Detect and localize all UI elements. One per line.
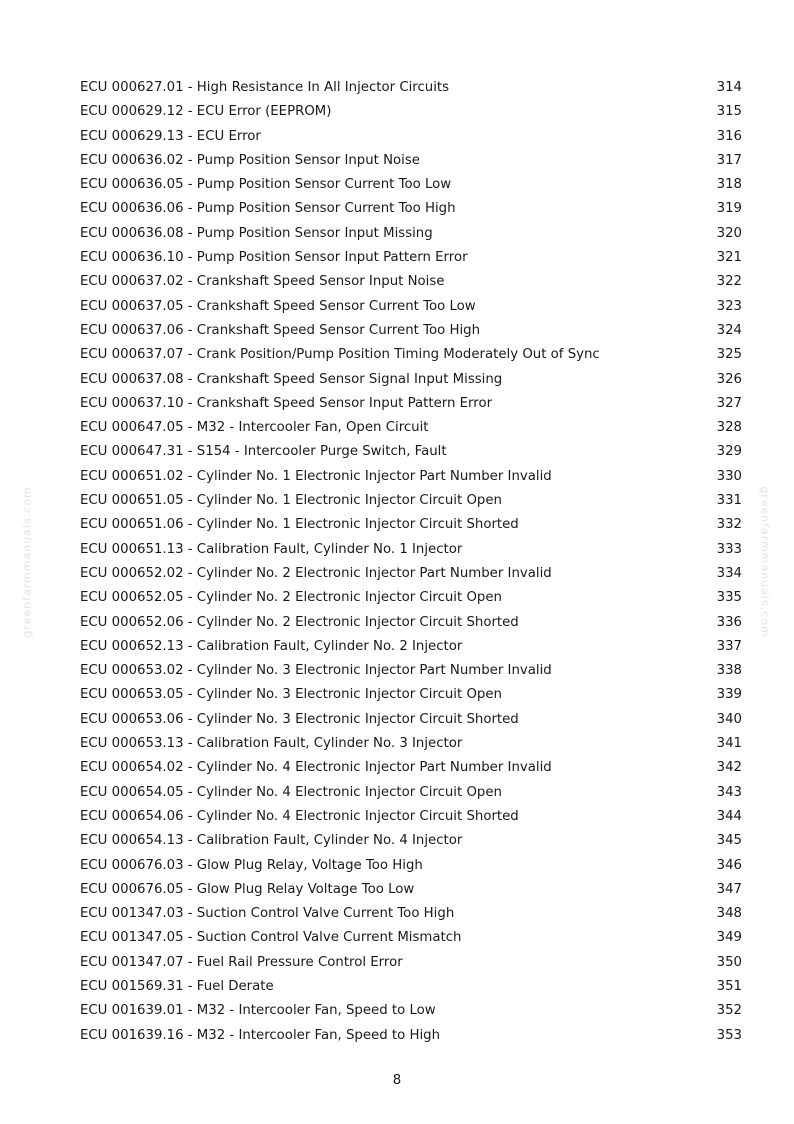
toc-entry[interactable] [80,829,742,853]
toc-entry-title: ECU 001569.31 - Fuel Derate [80,978,274,994]
toc-entry[interactable] [80,465,742,489]
toc-entry[interactable] [80,246,742,270]
toc-entry-title: ECU 000637.02 - Crankshaft Speed Sensor Input Noise [80,274,445,290]
toc-entry-page: 349 [716,930,742,946]
toc-entry[interactable] [80,878,742,902]
toc-entry-title: ECU 000652.02 - Cylinder No. 2 Electronic Injector Part Number Invalid [80,565,552,581]
toc-entry[interactable] [80,683,742,707]
toc-entry[interactable] [80,756,742,780]
toc-entry-title: ECU 000636.02 - Pump Position Sensor Input Noise [80,152,420,168]
toc-entry-title: ECU 000636.06 - Pump Position Sensor Current Too High [80,201,456,217]
toc-entry-page: 319 [716,201,742,217]
toc-entry-title: ECU 000652.13 - Calibration Fault, Cylinder No. 2 Injector [80,638,463,654]
toc-entry-page: 342 [716,760,742,776]
toc-entry[interactable] [80,125,742,149]
toc-entry-page: 331 [716,493,742,509]
toc-entry[interactable] [80,538,742,562]
toc-entry-page: 337 [716,638,742,654]
toc-entry[interactable] [80,902,742,926]
toc-entry-page: 344 [716,808,742,824]
toc-entry-page: 317 [716,152,742,168]
toc-entry-title: ECU 000629.12 - ECU Error (EEPROM) [80,104,332,120]
toc-entry[interactable] [80,319,742,343]
toc-entry[interactable] [80,76,742,100]
watermark-left: greenfarmmanuals.com [20,486,34,638]
toc-entry[interactable] [80,611,742,635]
toc-entry-page: 340 [716,711,742,727]
toc-entry-page: 343 [716,784,742,800]
toc-entry[interactable] [80,999,742,1023]
toc-entry-page: 350 [716,954,742,970]
toc-entry-title: ECU 000652.06 - Cylinder No. 2 Electronic Injector Circuit Shorted [80,614,519,630]
toc-entry-title: ECU 001347.05 - Suction Control Valve Current Mismatch [80,930,462,946]
toc-entry-title: ECU 000651.05 - Cylinder No. 1 Electronic Injector Circuit Open [80,493,502,509]
toc-entry[interactable] [80,440,742,464]
toc-entry-page: 345 [716,833,742,849]
toc-entry-page: 327 [716,395,742,411]
toc-entry[interactable] [80,708,742,732]
toc-entry-title: ECU 000637.07 - Crank Position/Pump Position Timing Moderately Out of Sync [80,347,600,363]
toc-entry[interactable] [80,270,742,294]
table-of-contents [80,76,742,1048]
toc-entry-page: 332 [716,517,742,533]
toc-entry-title: ECU 000676.05 - Glow Plug Relay Voltage Too Low [80,881,415,897]
toc-entry-title: ECU 000676.03 - Glow Plug Relay, Voltage Too High [80,857,423,873]
toc-entry-page: 329 [716,444,742,460]
toc-entry-title: ECU 000654.02 - Cylinder No. 4 Electronic Injector Part Number Invalid [80,760,552,776]
toc-entry-page: 353 [716,1027,742,1043]
toc-entry-page: 321 [716,250,742,266]
toc-entry-page: 351 [716,978,742,994]
toc-entry-page: 338 [716,663,742,679]
toc-entry-page: 325 [716,347,742,363]
toc-entry[interactable] [80,392,742,416]
toc-entry-title: ECU 000636.05 - Pump Position Sensor Current Too Low [80,177,452,193]
toc-entry-title: ECU 000654.05 - Cylinder No. 4 Electronic Injector Circuit Open [80,784,502,800]
toc-entry-title: ECU 000651.02 - Cylinder No. 1 Electronic Injector Part Number Invalid [80,468,552,484]
toc-entry[interactable] [80,781,742,805]
toc-entry[interactable] [80,368,742,392]
toc-entry-page: 346 [716,857,742,873]
toc-entry[interactable] [80,295,742,319]
toc-entry-title: ECU 001347.03 - Suction Control Valve Current Too High [80,906,455,922]
toc-entry[interactable] [80,562,742,586]
toc-entry-page: 323 [716,298,742,314]
toc-entry-title: ECU 001347.07 - Fuel Rail Pressure Control Error [80,954,403,970]
toc-entry[interactable] [80,854,742,878]
toc-entry-page: 315 [716,104,742,120]
toc-entry[interactable] [80,343,742,367]
toc-entry-page: 336 [716,614,742,630]
toc-entry[interactable] [80,489,742,513]
watermark-right: greenfarmmanuals.com [758,486,772,638]
toc-entry-page: 339 [716,687,742,703]
toc-entry-title: ECU 001639.16 - M32 - Intercooler Fan, Speed to High [80,1027,441,1043]
toc-entry-page: 314 [716,80,742,95]
toc-entry-title: ECU 000653.06 - Cylinder No. 3 Electronic Injector Circuit Shorted [80,711,519,727]
toc-entry-page: 348 [716,906,742,922]
toc-entry-page: 322 [716,274,742,290]
toc-entry-title: ECU 000651.06 - Cylinder No. 1 Electronic Injector Circuit Shorted [80,517,519,533]
toc-entry-page: 330 [716,468,742,484]
toc-entry-title: ECU 000647.05 - M32 - Intercooler Fan, Open Circuit [80,420,429,436]
toc-entry-title: ECU 000647.31 - S154 - Intercooler Purge Switch, Fault [80,444,447,460]
toc-entry[interactable] [80,222,742,246]
toc-entry-title: ECU 001639.01 - M32 - Intercooler Fan, Speed to Low [80,1003,436,1019]
toc-entry[interactable] [80,732,742,756]
toc-entry-title: ECU 000637.10 - Crankshaft Speed Sensor Input Pattern Error [80,395,493,411]
toc-entry[interactable] [80,1024,742,1048]
toc-entry-page: 341 [716,736,742,752]
toc-entry[interactable] [80,197,742,221]
toc-entry-title: ECU 000654.13 - Calibration Fault, Cylinder No. 4 Injector [80,833,463,849]
toc-entry-page: 326 [716,371,742,387]
toc-entry-title: ECU 000627.01 - High Resistance In All Injector Circuits [80,80,450,95]
toc-entry-title: ECU 000651.13 - Calibration Fault, Cylinder No. 1 Injector [80,541,463,557]
toc-entry-title: ECU 000636.08 - Pump Position Sensor Input Missing [80,225,433,241]
toc-entry[interactable] [80,635,742,659]
toc-entry-page: 328 [716,420,742,436]
toc-entry[interactable] [80,100,742,124]
toc-entry-title: ECU 000636.10 - Pump Position Sensor Input Pattern Error [80,250,468,266]
toc-entry-page: 318 [716,177,742,193]
toc-entry-page: 320 [716,225,742,241]
toc-entry[interactable] [80,149,742,173]
toc-entry-title: ECU 000652.05 - Cylinder No. 2 Electronic Injector Circuit Open [80,590,502,606]
toc-entry-page: 333 [716,541,742,557]
toc-entry-title: ECU 000637.05 - Crankshaft Speed Sensor Current Too Low [80,298,476,314]
toc-entry-page: 316 [716,128,742,144]
toc-entry-title: ECU 000653.05 - Cylinder No. 3 Electronic Injector Circuit Open [80,687,502,703]
toc-entry-page: 352 [716,1003,742,1019]
toc-entry[interactable] [80,513,742,537]
toc-entry[interactable] [80,173,742,197]
toc-entry[interactable] [80,951,742,975]
toc-entry-title: ECU 000653.13 - Calibration Fault, Cylinder No. 3 Injector [80,736,463,752]
toc-entry-title: ECU 000637.06 - Crankshaft Speed Sensor Current Too High [80,322,481,338]
toc-entry[interactable] [80,586,742,610]
toc-entry[interactable] [80,416,742,440]
page-number: 8 [392,1073,402,1088]
toc-entry-title: ECU 000637.08 - Crankshaft Speed Sensor Signal Input Missing [80,371,503,387]
toc-entry-page: 335 [716,590,742,606]
toc-entry[interactable] [80,659,742,683]
toc-entry-page: 347 [716,881,742,897]
toc-entry-title: ECU 000654.06 - Cylinder No. 4 Electronic Injector Circuit Shorted [80,808,519,824]
toc-entry[interactable] [80,805,742,829]
toc-entry-page: 324 [716,322,742,338]
toc-entry-title: ECU 000629.13 - ECU Error [80,128,261,144]
toc-entry[interactable] [80,926,742,950]
toc-entry-page: 334 [716,565,742,581]
toc-entry-title: ECU 000653.02 - Cylinder No. 3 Electronic Injector Part Number Invalid [80,663,552,679]
toc-entry[interactable] [80,975,742,999]
